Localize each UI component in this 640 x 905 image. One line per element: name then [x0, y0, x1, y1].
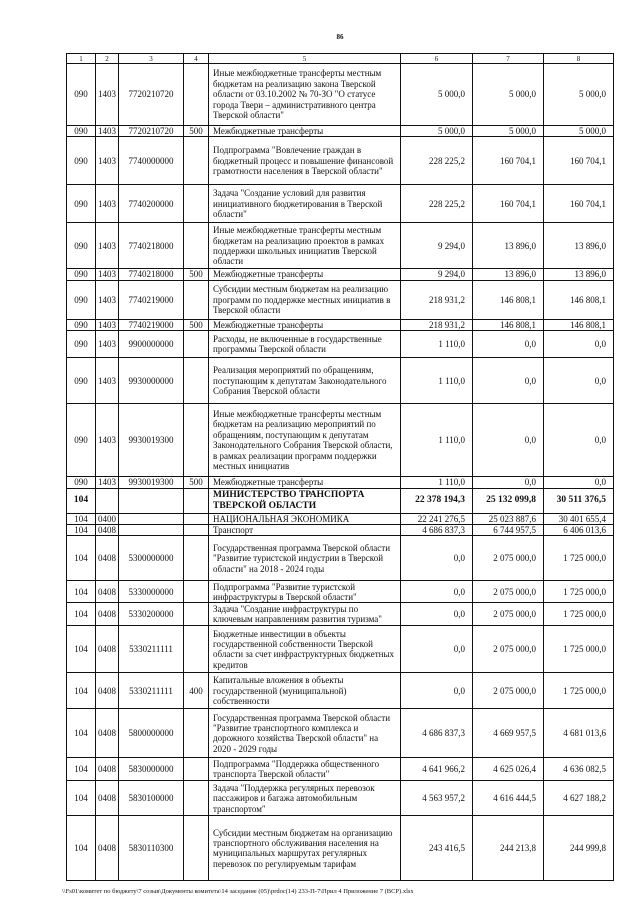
table-row: [67, 603, 614, 626]
department-code-cell: 090: [67, 477, 96, 488]
amount-col8-cell: 5 000,0: [544, 126, 614, 137]
target-article-cell: 7740000000: [119, 137, 184, 185]
amount-col7-cell: 25 132 099,8: [473, 488, 544, 513]
department-code-cell: 090: [67, 137, 96, 185]
item-name-cell: НАЦИОНАЛЬНАЯ ЭКОНОМИКА: [209, 513, 401, 524]
item-name-cell: Расходы, не включенные в государственные программы Тверской области: [209, 331, 401, 358]
expense-type-cell: [184, 513, 209, 524]
amount-col6-cell: 22 378 194,3: [401, 488, 473, 513]
amount-col8-cell: 4 681 013,6: [544, 709, 614, 758]
amount-col7-cell: 5 000,0: [473, 64, 544, 126]
table-row: [67, 331, 614, 358]
item-name-cell: Субсидии местным бюджетам на реализацию программ по поддержке местных инициатив в Тверской области: [209, 280, 401, 319]
amount-col7-cell: 0,0: [473, 477, 544, 488]
expense-type-cell: [184, 64, 209, 126]
amount-col7-cell: 0,0: [473, 358, 544, 404]
table-row: [67, 536, 614, 581]
department-code-cell: 090: [67, 126, 96, 137]
target-article-cell: 5830110300: [119, 816, 184, 881]
amount-col8-cell: 1 725 000,0: [544, 626, 614, 673]
section-code-cell: 1403: [96, 126, 119, 137]
expense-type-cell: 500: [184, 126, 209, 137]
table-row: [67, 185, 614, 223]
item-name-cell: Иные межбюджетные трансферты местным бюджетам на реализацию закона Тверской области от 03.10.2002 № 70-ЗО "О статусе города Твери – административного центра Тверской области": [209, 64, 401, 126]
table-row: [67, 709, 614, 758]
item-name-cell: Государственная программа Тверской области "Развитие транспортного комплекса и дорожного хозяйства Тверской области" на 2020 - 2029 годы: [209, 709, 401, 758]
section-code-cell: [96, 488, 119, 513]
item-name-cell: Межбюджетные трансферты: [209, 319, 401, 330]
section-code-cell: 0408: [96, 816, 119, 881]
item-name-cell: Задача "Поддержка регулярных перевозок пассажиров и багажа автомобильным транспортом": [209, 781, 401, 816]
amount-col6-cell: 0,0: [401, 626, 473, 673]
section-code-cell: 0400: [96, 513, 119, 524]
table-row: [67, 280, 614, 319]
amount-col6-cell: 218 931,2: [401, 280, 473, 319]
table-row: [67, 358, 614, 404]
amount-col7-cell: 13 896,0: [473, 269, 544, 280]
expense-type-cell: [184, 781, 209, 816]
column-number-header: 6: [401, 54, 473, 64]
table-row: [67, 126, 614, 137]
section-code-cell: 0408: [96, 673, 119, 709]
target-article-cell: 5830100000: [119, 781, 184, 816]
item-name-cell: Подпрограмма "Вовлечение граждан в бюджетный процесс и повышение финансовой грамотности населения в Тверской области": [209, 137, 401, 185]
department-code-cell: 090: [67, 404, 96, 477]
section-code-cell: 0408: [96, 525, 119, 536]
amount-col6-cell: 4 641 966,2: [401, 758, 473, 781]
table-row: [67, 525, 614, 536]
amount-col8-cell: 1 725 000,0: [544, 673, 614, 709]
department-code-cell: 104: [67, 488, 96, 513]
amount-col6-cell: 243 416,5: [401, 816, 473, 881]
item-name-cell: Межбюджетные трансферты: [209, 269, 401, 280]
amount-col8-cell: 1 725 000,0: [544, 603, 614, 626]
target-article-cell: 9930019300: [119, 404, 184, 477]
target-article-cell: 7740218000: [119, 269, 184, 280]
amount-col7-cell: 4 625 026,4: [473, 758, 544, 781]
amount-col8-cell: 160 704,1: [544, 137, 614, 185]
table-row: [67, 223, 614, 269]
target-article-cell: 9930019300: [119, 477, 184, 488]
target-article-cell: 7740219000: [119, 280, 184, 319]
amount-col8-cell: 1 725 000,0: [544, 581, 614, 603]
target-article-cell: 7720210720: [119, 126, 184, 137]
department-code-cell: 104: [67, 525, 96, 536]
amount-col8-cell: 4 636 082,5: [544, 758, 614, 781]
amount-col6-cell: 9 294,0: [401, 223, 473, 269]
expense-type-cell: [184, 816, 209, 881]
table-row: [67, 137, 614, 185]
amount-col6-cell: 4 686 837,3: [401, 709, 473, 758]
amount-col6-cell: 228 225,2: [401, 137, 473, 185]
expense-type-cell: [184, 581, 209, 603]
amount-col7-cell: 2 075 000,0: [473, 581, 544, 603]
item-name-cell: Бюджетные инвестиции в объекты государственной собственности Тверской области за счет инфраструктурных бюджетных кредитов: [209, 626, 401, 673]
amount-col7-cell: 4 669 957,5: [473, 709, 544, 758]
target-article-cell: 7720210720: [119, 64, 184, 126]
amount-col6-cell: 4 686 837,3: [401, 525, 473, 536]
section-code-cell: 1403: [96, 137, 119, 185]
column-number-header: 1: [67, 54, 96, 64]
department-code-cell: 104: [67, 603, 96, 626]
amount-col8-cell: 0,0: [544, 477, 614, 488]
item-name-cell: Межбюджетные трансферты: [209, 126, 401, 137]
item-name-cell: Задача "Создание условий для развития инициативного бюджетирования в Тверской области": [209, 185, 401, 223]
amount-col7-cell: 2 075 000,0: [473, 603, 544, 626]
expense-type-cell: 400: [184, 673, 209, 709]
table-row: [67, 488, 614, 513]
amount-col7-cell: 146 808,1: [473, 319, 544, 330]
amount-col8-cell: 30 401 655,4: [544, 513, 614, 524]
section-code-cell: 1403: [96, 223, 119, 269]
amount-col7-cell: 160 704,1: [473, 185, 544, 223]
expense-type-cell: [184, 709, 209, 758]
amount-col8-cell: 4 627 188,2: [544, 781, 614, 816]
expense-type-cell: [184, 525, 209, 536]
amount-col8-cell: 30 511 376,5: [544, 488, 614, 513]
amount-col6-cell: 0,0: [401, 581, 473, 603]
department-code-cell: 104: [67, 626, 96, 673]
section-code-cell: 0408: [96, 603, 119, 626]
amount-col8-cell: 13 896,0: [544, 269, 614, 280]
amount-col8-cell: 146 808,1: [544, 319, 614, 330]
department-code-cell: 090: [67, 280, 96, 319]
department-code-cell: 090: [67, 223, 96, 269]
item-name-cell: Транспорт: [209, 525, 401, 536]
expense-type-cell: [184, 185, 209, 223]
department-code-cell: 104: [67, 709, 96, 758]
expense-type-cell: [184, 331, 209, 358]
item-name-cell: Реализация мероприятий по обращениям, поступающим к депутатам Законодательного Собрания Тверской области: [209, 358, 401, 404]
department-code-cell: 104: [67, 513, 96, 524]
amount-col8-cell: 160 704,1: [544, 185, 614, 223]
amount-col6-cell: 5 000,0: [401, 126, 473, 137]
table-row: [67, 758, 614, 781]
department-code-cell: 090: [67, 331, 96, 358]
amount-col7-cell: 146 808,1: [473, 280, 544, 319]
item-name-cell: Иные межбюджетные трансферты местным бюджетам на реализацию мероприятий по обращениям, поступающим к депутатам Законодательного Собрания Тверской области, в рамках реализации программ поддержки местных инициатив: [209, 404, 401, 477]
amount-col8-cell: 5 000,0: [544, 64, 614, 126]
item-name-cell: Задача "Создание инфраструктуры по ключевым направлениям развития туризма": [209, 603, 401, 626]
amount-col8-cell: 6 406 013,6: [544, 525, 614, 536]
amount-col8-cell: 146 808,1: [544, 280, 614, 319]
section-code-cell: 0408: [96, 536, 119, 581]
target-article-cell: 5300000000: [119, 536, 184, 581]
target-article-cell: 7740218000: [119, 223, 184, 269]
target-article-cell: 7740200000: [119, 185, 184, 223]
item-name-cell: Подпрограмма "Развитие туристской инфраструктуры в Тверской области": [209, 581, 401, 603]
expense-type-cell: 500: [184, 477, 209, 488]
item-name-cell: Межбюджетные трансферты: [209, 477, 401, 488]
column-number-header: 3: [119, 54, 184, 64]
amount-col7-cell: 2 075 000,0: [473, 626, 544, 673]
department-code-cell: 090: [67, 64, 96, 126]
file-path-footer: \\Fs01\комитет по бюджету\7 созыв\Документы комитета\14 заседание (05)\prdoc(14) 233-П-7\Прил 4 Приложение 7 (ВСР).xlsx: [62, 888, 414, 895]
target-article-cell: 5330000000: [119, 581, 184, 603]
amount-col6-cell: 5 000,0: [401, 64, 473, 126]
target-article-cell: [119, 525, 184, 536]
amount-col7-cell: 13 896,0: [473, 223, 544, 269]
column-number-header: 7: [473, 54, 544, 64]
target-article-cell: 5330211111: [119, 626, 184, 673]
table-row: [67, 781, 614, 816]
target-article-cell: 5330200000: [119, 603, 184, 626]
target-article-cell: 9930000000: [119, 358, 184, 404]
amount-col7-cell: 6 744 957,5: [473, 525, 544, 536]
amount-col6-cell: 1 110,0: [401, 358, 473, 404]
department-code-cell: 090: [67, 269, 96, 280]
department-code-cell: 104: [67, 816, 96, 881]
item-name-cell: Иные межбюджетные трансферты местным бюджетам на реализацию проектов в рамках поддержки школьных инициатив Тверской области: [209, 223, 401, 269]
section-code-cell: 1403: [96, 185, 119, 223]
table-row: [67, 269, 614, 280]
table-row: [67, 581, 614, 603]
column-number-header: 2: [96, 54, 119, 64]
expense-type-cell: [184, 137, 209, 185]
target-article-cell: 9900000000: [119, 331, 184, 358]
amount-col7-cell: 244 213,8: [473, 816, 544, 881]
item-name-cell: Субсидии местным бюджетам на организацию транспортного обслуживания населения на муниципальных маршрутах регулярных перевозок по регулируемым тарифам: [209, 816, 401, 881]
amount-col7-cell: 5 000,0: [473, 126, 544, 137]
item-name-cell: Государственная программа Тверской области "Развитие туристской индустрии в Тверской области" на 2018 - 2024 годы: [209, 536, 401, 581]
expense-type-cell: [184, 488, 209, 513]
amount-col6-cell: 1 110,0: [401, 404, 473, 477]
column-number-row: [67, 54, 614, 64]
amount-col7-cell: 0,0: [473, 331, 544, 358]
expense-type-cell: 500: [184, 319, 209, 330]
amount-col6-cell: 1 110,0: [401, 331, 473, 358]
department-code-cell: 090: [67, 358, 96, 404]
target-article-cell: 5330211111: [119, 673, 184, 709]
page-number: 86: [336, 33, 344, 41]
expense-type-cell: [184, 404, 209, 477]
department-code-cell: 090: [67, 185, 96, 223]
target-article-cell: [119, 513, 184, 524]
amount-col8-cell: 13 896,0: [544, 223, 614, 269]
section-code-cell: 0408: [96, 781, 119, 816]
target-article-cell: [119, 488, 184, 513]
amount-col8-cell: 0,0: [544, 358, 614, 404]
amount-col7-cell: 0,0: [473, 404, 544, 477]
amount-col6-cell: 228 225,2: [401, 185, 473, 223]
table-row: [67, 319, 614, 330]
amount-col6-cell: 0,0: [401, 603, 473, 626]
amount-col6-cell: 9 294,0: [401, 269, 473, 280]
expense-type-cell: [184, 223, 209, 269]
column-number-header: 5: [209, 54, 401, 64]
section-code-cell: 1403: [96, 269, 119, 280]
table-row: [67, 626, 614, 673]
expense-type-cell: [184, 626, 209, 673]
column-number-header: 4: [184, 54, 209, 64]
section-code-cell: 1403: [96, 477, 119, 488]
section-code-cell: 0408: [96, 709, 119, 758]
amount-col7-cell: 4 616 444,5: [473, 781, 544, 816]
department-code-cell: 090: [67, 319, 96, 330]
table-row: [67, 477, 614, 488]
expense-type-cell: [184, 758, 209, 781]
table-row: [67, 404, 614, 477]
amount-col6-cell: 4 563 957,2: [401, 781, 473, 816]
amount-col8-cell: 1 725 000,0: [544, 536, 614, 581]
section-code-cell: 1403: [96, 331, 119, 358]
target-article-cell: 5800000000: [119, 709, 184, 758]
amount-col6-cell: 0,0: [401, 536, 473, 581]
department-code-cell: 104: [67, 673, 96, 709]
department-code-cell: 104: [67, 758, 96, 781]
section-code-cell: 0408: [96, 581, 119, 603]
item-name-cell: Капитальные вложения в объекты государственной (муниципальной) собственности: [209, 673, 401, 709]
section-code-cell: 1403: [96, 319, 119, 330]
section-code-cell: 1403: [96, 358, 119, 404]
expense-type-cell: [184, 358, 209, 404]
table-row: [67, 64, 614, 126]
amount-col6-cell: 218 931,2: [401, 319, 473, 330]
section-code-cell: 1403: [96, 280, 119, 319]
expense-type-cell: [184, 603, 209, 626]
expense-type-cell: [184, 280, 209, 319]
table-row: [67, 673, 614, 709]
table-header: [67, 54, 614, 64]
amount-col8-cell: 244 999,8: [544, 816, 614, 881]
target-article-cell: 5830000000: [119, 758, 184, 781]
amount-col7-cell: 160 704,1: [473, 137, 544, 185]
column-number-header: 8: [544, 54, 614, 64]
department-code-cell: 104: [67, 536, 96, 581]
target-article-cell: 7740219000: [119, 319, 184, 330]
item-name-cell: МИНИСТЕРСТВО ТРАНСПОРТА ТВЕРСКОЙ ОБЛАСТИ: [209, 488, 401, 513]
amount-col7-cell: 2 075 000,0: [473, 536, 544, 581]
item-name-cell: Подпрограмма "Поддержка общественного транспорта Тверской области": [209, 758, 401, 781]
department-code-cell: 104: [67, 781, 96, 816]
amount-col6-cell: 22 241 276,5: [401, 513, 473, 524]
amount-col7-cell: 2 075 000,0: [473, 673, 544, 709]
amount-col8-cell: 0,0: [544, 331, 614, 358]
table-row: [67, 513, 614, 524]
section-code-cell: 1403: [96, 404, 119, 477]
section-code-cell: 1403: [96, 64, 119, 126]
amount-col8-cell: 0,0: [544, 404, 614, 477]
budget-table: [66, 53, 614, 881]
expense-type-cell: 500: [184, 269, 209, 280]
amount-col7-cell: 25 023 887,6: [473, 513, 544, 524]
amount-col6-cell: 1 110,0: [401, 477, 473, 488]
section-code-cell: 0408: [96, 626, 119, 673]
table-row: [67, 816, 614, 881]
department-code-cell: 104: [67, 581, 96, 603]
amount-col6-cell: 0,0: [401, 673, 473, 709]
expense-type-cell: [184, 536, 209, 581]
table-body: [67, 64, 614, 881]
section-code-cell: 0408: [96, 758, 119, 781]
